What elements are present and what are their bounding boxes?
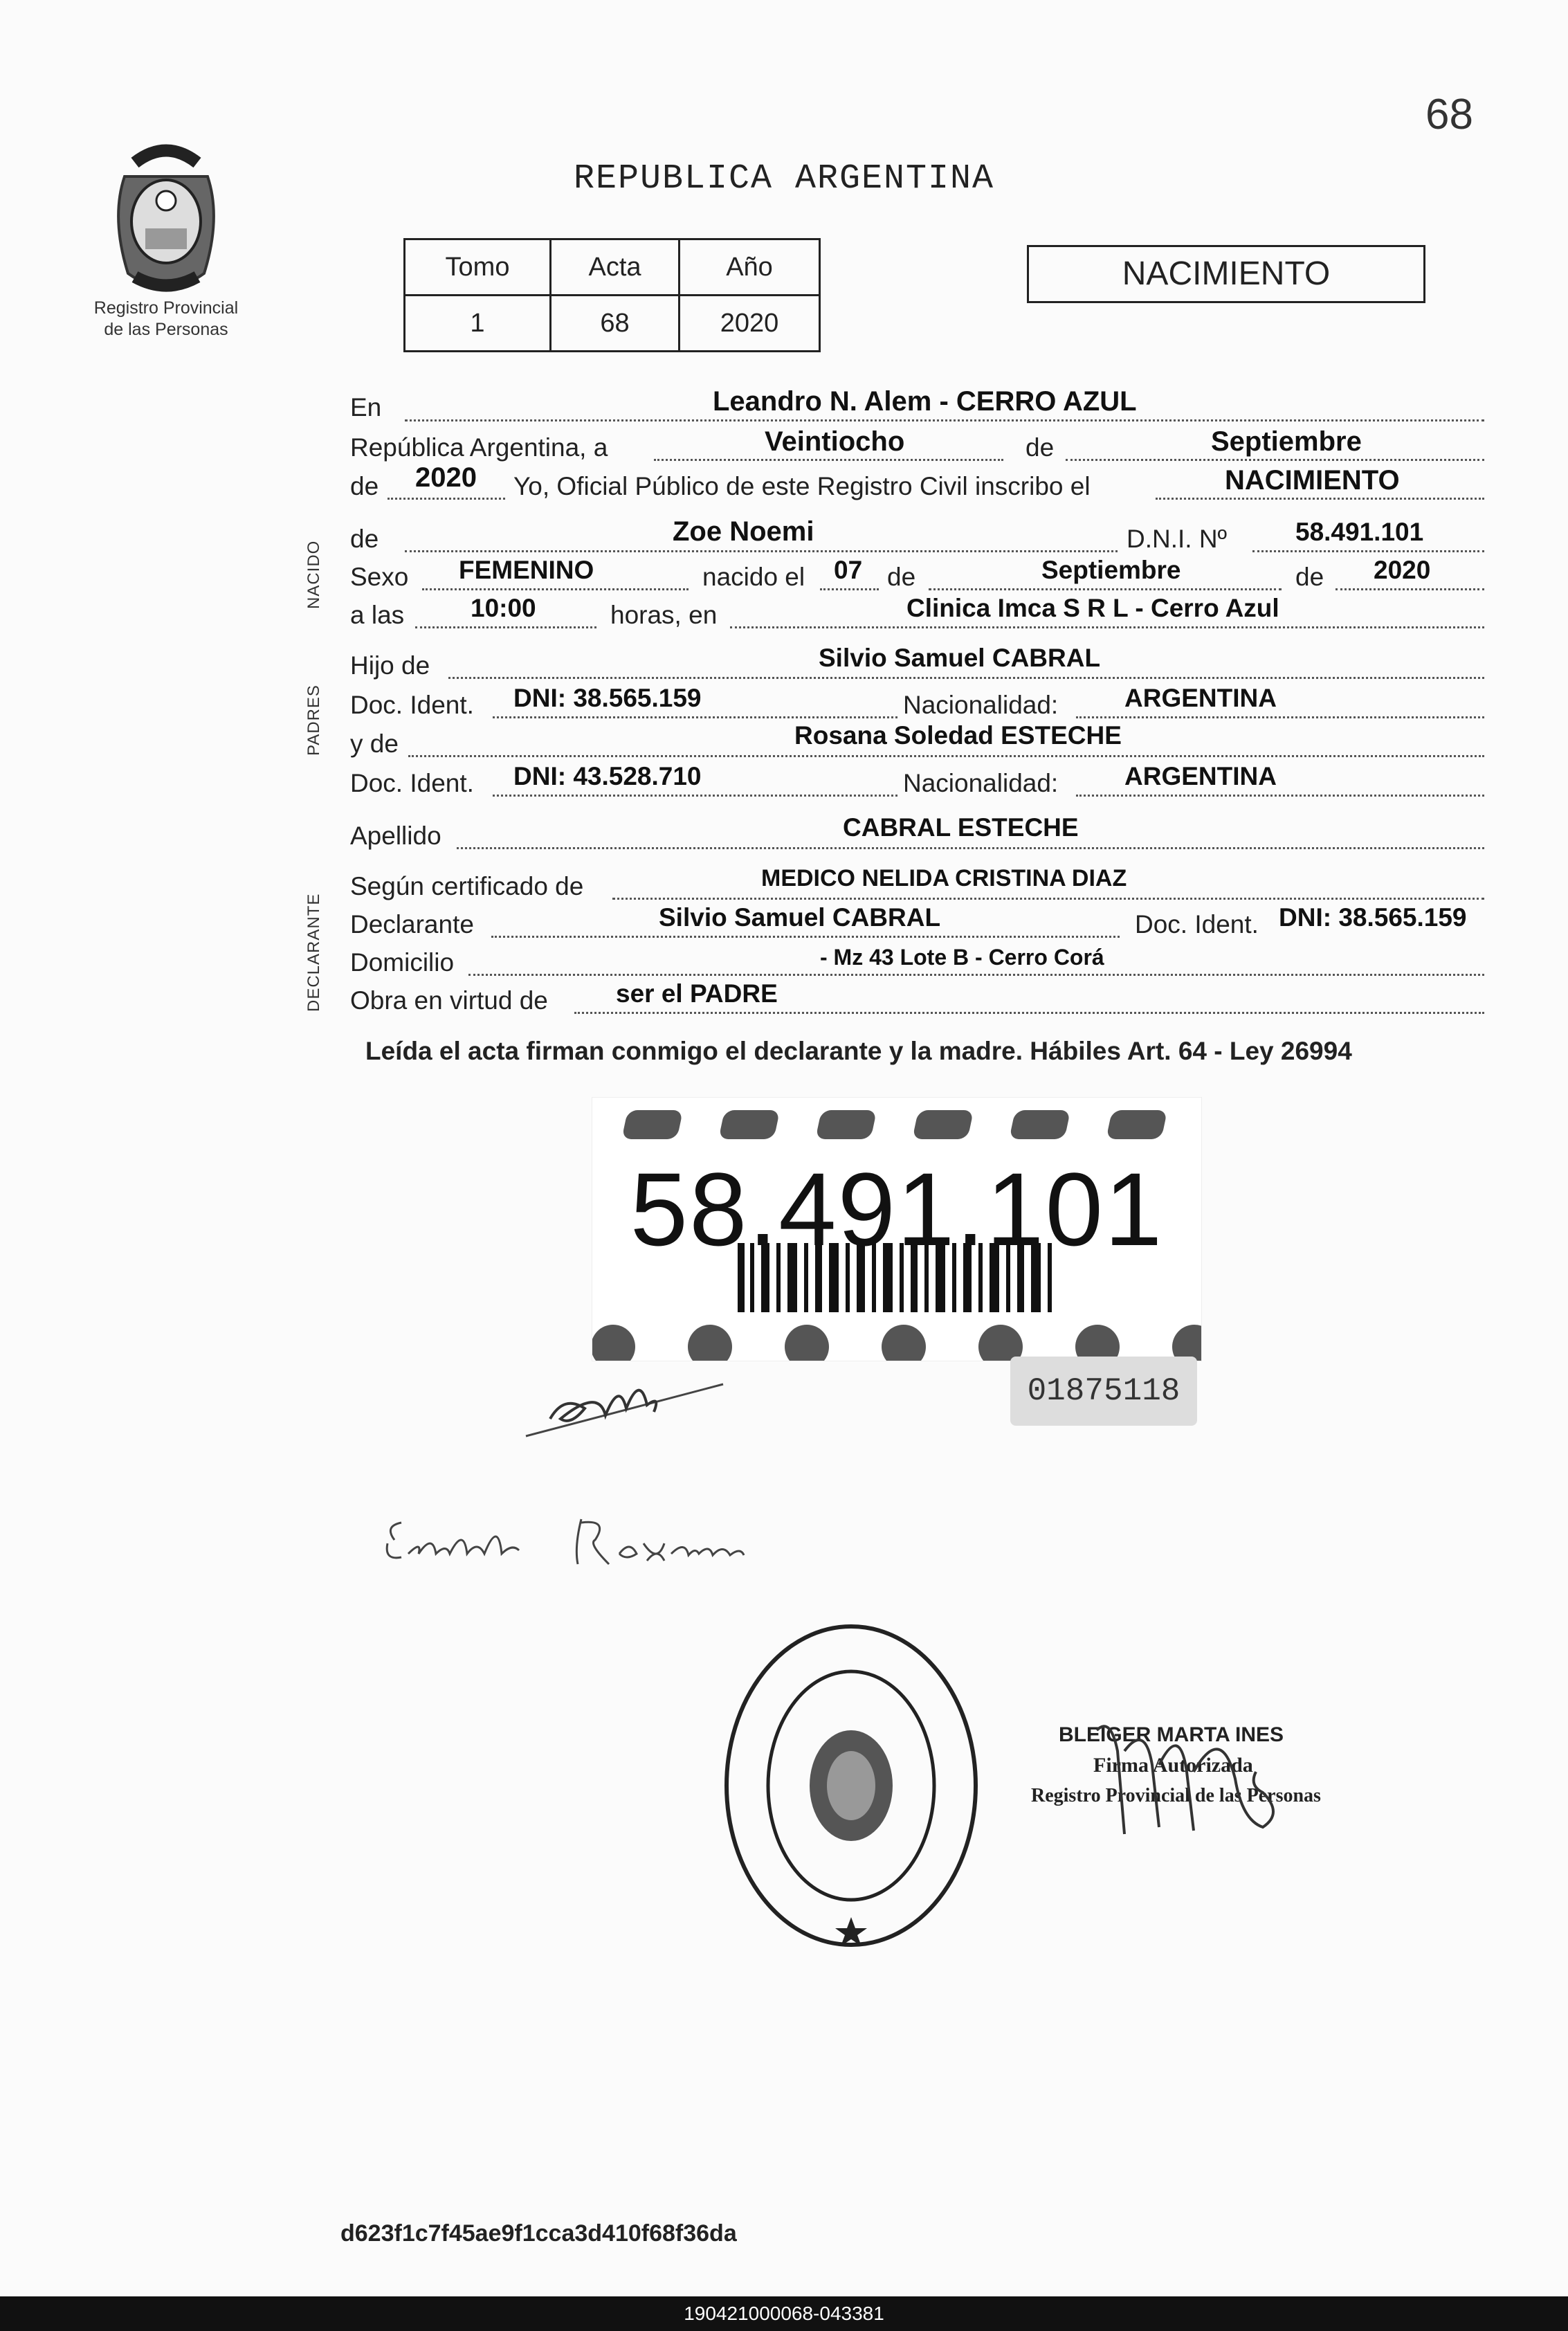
label-de: de bbox=[350, 472, 379, 500]
value-birth-month: Septiembre bbox=[1041, 556, 1181, 584]
value-birth-hour: 10:00 bbox=[471, 594, 536, 622]
value-child-name: Zoe Noemi bbox=[673, 516, 814, 547]
label-declarante: Declarante bbox=[350, 910, 474, 938]
dotted-line bbox=[468, 974, 1484, 976]
declarant-signature bbox=[522, 1367, 730, 1446]
value-mother-name: Rosana Soledad ESTECHE bbox=[794, 721, 1122, 750]
sticker-dni-number: 58.491.101 bbox=[630, 1151, 1164, 1267]
dotted-line bbox=[1335, 588, 1484, 590]
label-de: de bbox=[1025, 433, 1055, 462]
registry-caption-line-1: Registro Provincial bbox=[93, 298, 239, 318]
table-header: Tomo bbox=[405, 239, 551, 296]
value-address: - Mz 43 Lote B - Cerro Corá bbox=[820, 945, 1104, 970]
label-apellido: Apellido bbox=[350, 822, 441, 850]
table-cell: 2020 bbox=[680, 296, 820, 352]
label-domicilio: Domicilio bbox=[350, 948, 455, 977]
value-sex: FEMENINO bbox=[459, 556, 594, 584]
dotted-line bbox=[574, 1012, 1484, 1014]
dotted-line bbox=[493, 795, 897, 797]
dotted-line bbox=[820, 588, 879, 590]
dotted-line bbox=[448, 677, 1484, 679]
dotted-line bbox=[730, 626, 1484, 628]
value-father-doc: DNI: 38.565.159 bbox=[513, 684, 702, 712]
label-de: de bbox=[1295, 563, 1324, 591]
signer-name: BLEIGER MARTA INES bbox=[1059, 1723, 1284, 1746]
dotted-line bbox=[929, 588, 1282, 590]
label-y-de: y de bbox=[350, 729, 399, 758]
signer-office: Registro Provincial de las Personas bbox=[1031, 1785, 1321, 1806]
signer-role: Firma Autorizada bbox=[1093, 1754, 1253, 1777]
closing-statement: Leída el acta firman conmigo el declarante y la madre. Hábiles Art. 64 - Ley 26994 bbox=[365, 1037, 1352, 1065]
record-table bbox=[403, 238, 821, 352]
dotted-line bbox=[1252, 550, 1484, 552]
label-sexo: Sexo bbox=[350, 563, 409, 591]
value-year: 2020 bbox=[415, 462, 477, 493]
value-mother-nationality: ARGENTINA bbox=[1124, 762, 1277, 790]
mother-signature bbox=[381, 1505, 754, 1575]
section-label-nacido: NACIDO bbox=[304, 540, 323, 609]
dotted-line bbox=[408, 755, 1484, 757]
dotted-line bbox=[491, 936, 1120, 938]
value-day: Veintiocho bbox=[765, 426, 905, 457]
label-doc-ident: Doc. Ident. bbox=[1135, 910, 1259, 938]
registry-caption bbox=[76, 298, 256, 341]
label-nacionalidad: Nacionalidad: bbox=[903, 691, 1059, 719]
dotted-line bbox=[1066, 459, 1484, 461]
label-horas-en: horas, en bbox=[610, 601, 718, 629]
dotted-line bbox=[1076, 716, 1484, 718]
label-doc-ident: Doc. Ident. bbox=[350, 769, 474, 797]
country-title: REPUBLICA ARGENTINA bbox=[573, 159, 995, 199]
value-father-name: Silvio Samuel CABRAL bbox=[819, 644, 1101, 672]
value-declarant-doc: DNI: 38.565.159 bbox=[1279, 903, 1467, 932]
record-type-box: NACIMIENTO bbox=[1027, 245, 1425, 303]
dotted-line bbox=[457, 847, 1484, 849]
label-de: de bbox=[350, 525, 379, 553]
label-republica: República Argentina, a bbox=[350, 433, 608, 462]
official-stamp bbox=[720, 1620, 983, 1955]
table-cell: 1 bbox=[405, 296, 551, 352]
dotted-line bbox=[422, 588, 689, 590]
dotted-line bbox=[405, 550, 1118, 552]
dotted-line bbox=[612, 898, 1484, 900]
value-month: Septiembre bbox=[1211, 426, 1362, 457]
table-header: Año bbox=[680, 239, 820, 296]
label-doc-ident: Doc. Ident. bbox=[350, 691, 474, 719]
value-surname: CABRAL ESTECHE bbox=[843, 813, 1079, 842]
authorized-signature bbox=[1083, 1709, 1311, 1851]
value-father-nationality: ARGENTINA bbox=[1124, 684, 1277, 712]
label-dni: D.N.I. Nº bbox=[1127, 525, 1228, 553]
dotted-line bbox=[493, 716, 897, 718]
table-cell: 68 bbox=[551, 296, 680, 352]
value-mother-doc: DNI: 43.528.710 bbox=[513, 762, 702, 790]
value-child-dni: 58.491.101 bbox=[1295, 518, 1424, 546]
value-obra: ser el PADRE bbox=[616, 979, 778, 1008]
label-nacido-el: nacido el bbox=[702, 563, 805, 591]
dotted-line bbox=[388, 498, 505, 500]
value-birth-day: 07 bbox=[834, 556, 863, 584]
value-declarant-name: Silvio Samuel CABRAL bbox=[659, 903, 941, 932]
registry-caption-line-2: de las Personas bbox=[104, 320, 228, 339]
label-obra-en-virtud: Obra en virtud de bbox=[350, 986, 548, 1015]
text-oficial: Yo, Oficial Público de este Registro Civil inscribo el bbox=[513, 472, 1091, 500]
section-label-padres: PADRES bbox=[304, 684, 323, 756]
dni-sticker bbox=[592, 1097, 1202, 1361]
label-hijo-de: Hijo de bbox=[350, 651, 430, 680]
value-birth-place: Clinica Imca S R L - Cerro Azul bbox=[906, 594, 1279, 622]
document-hash: d623f1c7f45ae9f1cca3d410f68f36da bbox=[340, 2220, 737, 2247]
label-segun-certificado: Según certificado de bbox=[350, 872, 584, 900]
page-number: 68 bbox=[1425, 91, 1473, 138]
section-label-declarante: DECLARANTE bbox=[304, 893, 323, 1012]
province-logo bbox=[97, 135, 235, 308]
value-birth-year: 2020 bbox=[1374, 556, 1431, 584]
dotted-line bbox=[1076, 795, 1484, 797]
label-de: de bbox=[887, 563, 916, 591]
value-inscribo: NACIMIENTO bbox=[1225, 465, 1400, 496]
label-nacionalidad: Nacionalidad: bbox=[903, 769, 1059, 797]
dotted-line bbox=[405, 419, 1484, 421]
dotted-line bbox=[415, 626, 596, 628]
control-number: 01875118 bbox=[1010, 1357, 1197, 1426]
dotted-line bbox=[1156, 498, 1484, 500]
label-en: En bbox=[350, 393, 382, 421]
value-place-registration: Leandro N. Alem - CERRO AZUL bbox=[713, 386, 1137, 417]
dotted-line bbox=[654, 459, 1003, 461]
value-certificate: MEDICO NELIDA CRISTINA DIAZ bbox=[761, 865, 1127, 891]
table-header: Acta bbox=[551, 239, 680, 296]
label-a-las: a las bbox=[350, 601, 405, 629]
footer-id: 190421000068-043381 bbox=[0, 2296, 1568, 2331]
